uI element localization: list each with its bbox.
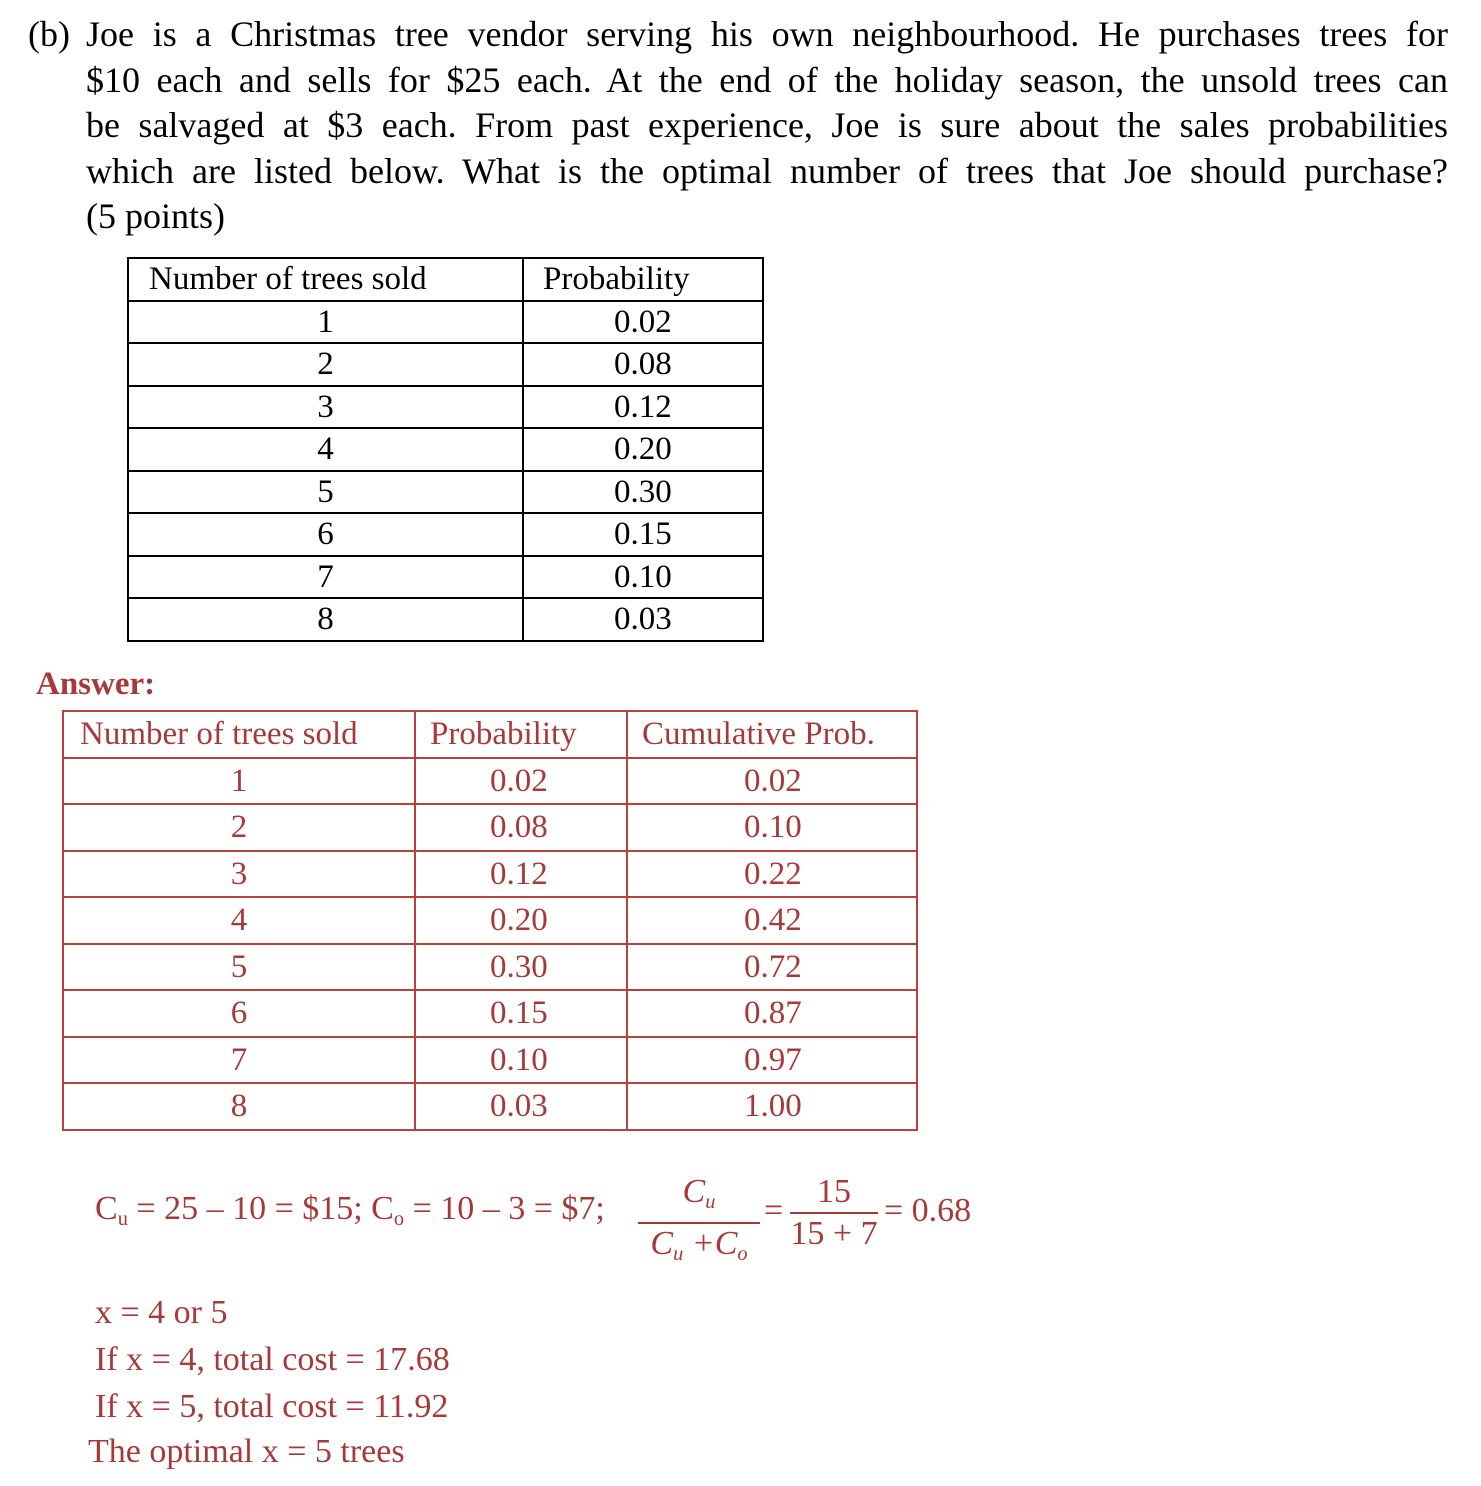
header-trees-sold: Number of trees sold [63, 711, 415, 758]
cell-prob: 0.08 [415, 804, 627, 851]
cu-expression: = 25 – 10 = $15; C [136, 1190, 394, 1227]
header-trees-sold: Number of trees sold [128, 258, 523, 301]
cell-trees: 8 [63, 1083, 415, 1130]
header-probability: Probability [415, 711, 627, 758]
table-row [128, 556, 763, 599]
work-line-2: If x = 4, total cost = 17.68 [95, 1341, 450, 1378]
cell-trees: 2 [128, 343, 523, 386]
cell-cum-prob: 0.10 [627, 804, 917, 851]
cell-trees: 5 [128, 471, 523, 514]
cell-trees: 3 [63, 851, 415, 898]
cell-prob: 0.30 [415, 944, 627, 991]
cell-trees: 4 [63, 897, 415, 944]
cell-trees: 4 [128, 428, 523, 471]
cell-cum-prob: 0.22 [627, 851, 917, 898]
cell-prob: 0.20 [415, 897, 627, 944]
cell-prob: 0.12 [523, 386, 763, 429]
cell-prob: 0.20 [523, 428, 763, 471]
cell-prob: 0.15 [523, 513, 763, 556]
cell-trees: 8 [128, 598, 523, 641]
numeric-fraction [790, 1172, 878, 1254]
cell-trees: 6 [63, 990, 415, 1037]
cell-prob: 0.03 [415, 1083, 627, 1130]
table-row [128, 428, 763, 471]
table-header-row [63, 711, 917, 758]
question-points: (5 points) [86, 196, 225, 236]
critical-ratio-fraction [638, 1172, 760, 1274]
header-probability: Probability [523, 258, 763, 301]
question-line-2: $10 each and sells for $25 each. At the end of the holiday season, the unsold trees can [86, 59, 1448, 100]
table-row [63, 804, 917, 851]
critical-ratio-result: = 0.68 [884, 1192, 972, 1229]
question-label: (b) [28, 14, 70, 54]
table-row [128, 343, 763, 386]
cell-prob: 0.02 [415, 758, 627, 805]
header-cumulative-prob: Cumulative Prob. [627, 711, 917, 758]
table-row [128, 386, 763, 429]
answer-heading: Answer: [36, 666, 156, 702]
question-line-1: Joe is a Christmas tree vendor serving his own neighbourhood. He purchases trees for [86, 14, 1448, 54]
cell-trees: 6 [128, 513, 523, 556]
cell-trees: 7 [63, 1037, 415, 1084]
numeric-numerator: 15 [817, 1173, 851, 1210]
co-expression: = 10 – 3 = $7; [412, 1190, 605, 1227]
table-row [128, 513, 763, 556]
fraction-numerator: $C_u$ [682, 1173, 716, 1213]
cell-prob: 0.03 [523, 598, 763, 641]
table-row [63, 990, 917, 1037]
table-row [128, 471, 763, 514]
equals-sign: = [764, 1192, 784, 1229]
cell-trees: 7 [128, 556, 523, 599]
cell-prob: 0.30 [523, 471, 763, 514]
cell-trees: 5 [63, 944, 415, 991]
cell-cum-prob: 0.87 [627, 990, 917, 1037]
work-line-3: If x = 5, total cost = 11.92 [95, 1388, 449, 1425]
cost-formula: $C_u = 25 - 10$ = $15; $C_o = 10 - 3$ = $7; [95, 1190, 605, 1230]
fraction-denominator: $C_u +C_o$ [650, 1225, 748, 1265]
conclusion: The optimal x = 5 trees [88, 1433, 405, 1470]
cell-cum-prob: 1.00 [627, 1083, 917, 1130]
cell-trees: 1 [63, 758, 415, 805]
cell-cum-prob: 0.97 [627, 1037, 917, 1084]
cell-trees: 2 [63, 804, 415, 851]
numeric-denominator: 15 + 7 [790, 1215, 878, 1252]
table-row [63, 1083, 917, 1130]
cell-trees: 1 [128, 301, 523, 344]
cell-prob: 0.15 [415, 990, 627, 1037]
cell-trees: 3 [128, 386, 523, 429]
question-block [28, 12, 1448, 240]
table-row [63, 851, 917, 898]
cell-prob: 0.10 [415, 1037, 627, 1084]
work-line-1: x = 4 or 5 [95, 1294, 228, 1331]
table-row [63, 944, 917, 991]
cell-cum-prob: 0.42 [627, 897, 917, 944]
cell-prob: 0.12 [415, 851, 627, 898]
question-line-4: which are listed below. What is the optimal number of trees that Joe should purchase? [86, 150, 1448, 191]
probability-table [127, 257, 764, 642]
table-row [128, 301, 763, 344]
cell-prob: 0.08 [523, 343, 763, 386]
answer-table [62, 710, 918, 1131]
table-row [63, 758, 917, 805]
cell-prob: 0.10 [523, 556, 763, 599]
question-line-3: be salvaged at $3 each. From past experience, Joe is sure about the sales probabilities [86, 105, 1448, 145]
table-row [63, 1037, 917, 1084]
table-row [128, 598, 763, 641]
cell-prob: 0.02 [523, 301, 763, 344]
cell-cum-prob: 0.72 [627, 944, 917, 991]
table-row [63, 897, 917, 944]
table-header-row [128, 258, 763, 301]
cell-cum-prob: 0.02 [627, 758, 917, 805]
